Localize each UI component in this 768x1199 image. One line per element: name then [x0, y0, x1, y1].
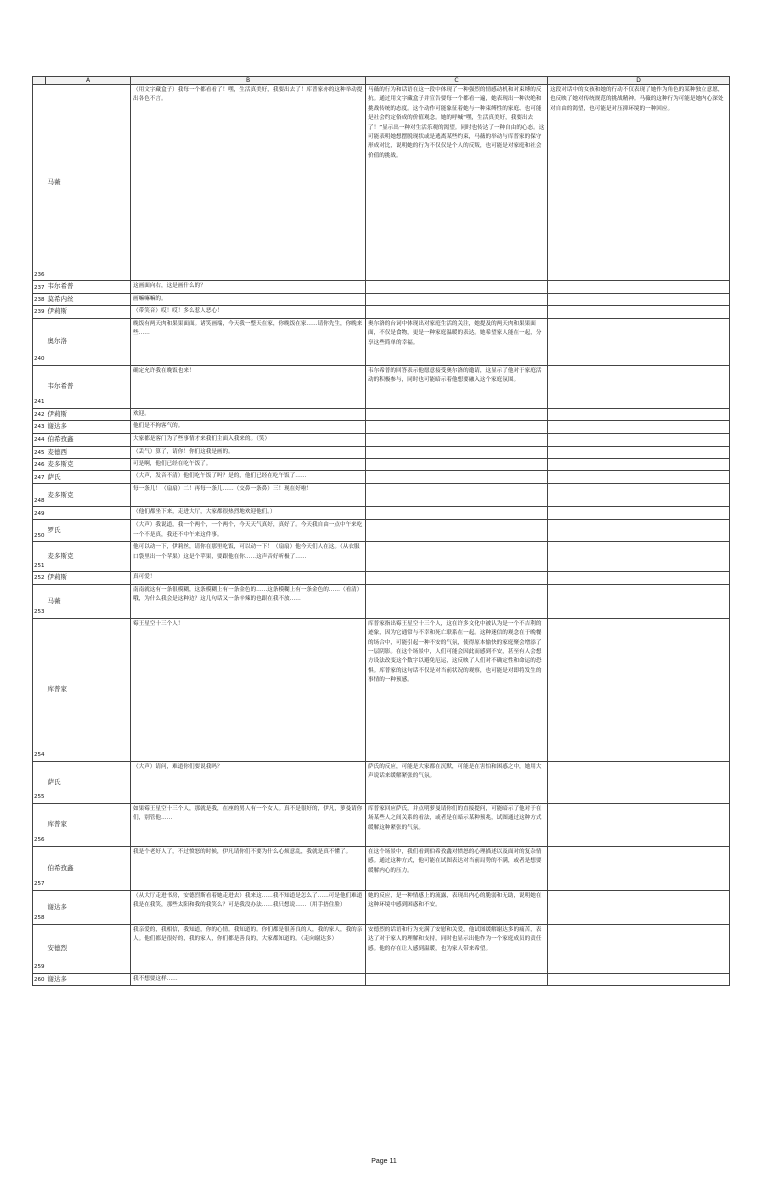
line-cell: （丢气）算了，请你！你们这我是画的。 [131, 446, 366, 458]
row-number: 237 [33, 281, 46, 294]
line-cell: 真可爱！ [131, 572, 366, 584]
line-cell: 画嘛嘛嘛的。 [131, 294, 366, 306]
row-number: 254 [33, 618, 46, 761]
notes-cell [548, 484, 730, 507]
table-row [33, 85, 730, 281]
speaker-cell: 伯希孜鑫 [46, 846, 131, 890]
row-number: 255 [33, 761, 46, 803]
analysis-cell [366, 471, 548, 484]
notes-cell [548, 281, 730, 294]
analysis-cell [366, 584, 548, 618]
table-row [33, 520, 730, 542]
analysis-cell: 马薇的行为和话语在这一段中体现了一种强烈的情感动机和对束缚的反抗。通过用文字藏盒子并宣告要每一个都看一遍，她表现出一种决绝和挑战传统的态度。这个动作可能象征着她与一种束缚性的家庭、也可能是社会约定俗成的价值观念。她的呼喊“嘿，生活真美好，我要出去了！”显示出一种对生活乐观的渴望。同时也传达了一种自由的心态。这可能表明她想摆脱现状或是逃离某些约束，马薇的举动与库普家的保守形成对比，说明她的行为不仅仅是个人的反叛，也可能是对家庭和社会价值的挑战。 [366, 85, 548, 281]
notes-cell [548, 365, 730, 408]
table-row [33, 281, 730, 294]
table-row [33, 484, 730, 507]
speaker-cell: 谢达多 [46, 890, 131, 924]
table-row [33, 446, 730, 458]
table-row [33, 421, 730, 433]
notes-cell [548, 924, 730, 973]
notes-cell [548, 318, 730, 365]
line-cell: （大声，发音不清）他们吃午饭了吗？是的，他们已经在吃午饭了…… [131, 471, 366, 484]
notes-cell [548, 408, 730, 420]
row-number: 253 [33, 584, 46, 618]
row-number: 236 [33, 85, 46, 281]
notes-cell [548, 973, 730, 985]
speaker-cell: 伊莉斯 [46, 572, 131, 584]
analysis-cell [366, 446, 548, 458]
row-number: 240 [33, 318, 46, 365]
line-cell: 如果霉王星空十三个人，那就是我，在座的男人有一个女人。真不是很好的，伊凡，萝曼请你们，别管他…… [131, 803, 366, 846]
speaker-cell: 韦尔希普 [46, 281, 131, 294]
line-cell: 南南就这有一条很模糊，这条模糊上有一条金色的……这条模糊上有一条金色的……（看清）哦，为什么我会是这种边？这几句话又一条辛辣的也跟在我不放…… [131, 584, 366, 618]
row-number: 242 [33, 408, 46, 420]
table-row [33, 572, 730, 584]
table-row [33, 803, 730, 846]
analysis-cell [366, 408, 548, 420]
notes-cell [548, 803, 730, 846]
line-cell: 他们是不拘客气的。 [131, 421, 366, 433]
notes-cell [548, 306, 730, 318]
speaker-cell: 麦德西 [46, 446, 131, 458]
notes-cell [548, 890, 730, 924]
speaker-cell: 谢达多 [46, 973, 131, 985]
notes-cell [548, 294, 730, 306]
row-number: 256 [33, 803, 46, 846]
row-number: 239 [33, 306, 46, 318]
line-cell: 大家都是客门为了些事情才来我们主面入我来的。（笑） [131, 433, 366, 446]
table-row [33, 924, 730, 973]
speaker-cell [46, 507, 131, 520]
table-row [33, 318, 730, 365]
analysis-cell [366, 421, 548, 433]
analysis-cell: 库普家指出霉王星空十三个人，这在许多文化中被认为是一个不吉利的迹象，因为它通常与不幸和死亡联系在一起。这种迷信的观念在于晚餐的场合中，可能引起一种不安的气氛，使得原本愉快的家庭聚会增添了一层阴影。在这个场景中，人们可能会因此而感到不安，甚至有人会想方设法改变这个数字以避免厄运，这反映了人们对不确定性和命运的恐惧。库普家的这句话不仅是对当前状况的观察，也可能是对即将发生的事情的一种预感。 [366, 618, 548, 761]
notes-cell [548, 846, 730, 890]
row-number: 246 [33, 459, 46, 471]
notes-cell: 这段对话中的女孩和她的行动不仅表现了她作为角色的某种独立意愿，也反映了她对传统规范的挑战精神。马薇的这种行为可能是她内心深处对自由的渴望，也可能是对压抑环境的一种回应。 [548, 85, 730, 281]
row-number: 258 [33, 890, 46, 924]
table-row [33, 306, 730, 318]
line-cell: 确定允许我在晚饭也来！ [131, 365, 366, 408]
line-cell: （他们都坐下来，走进大厅，大家都很热烈地欢迎他们。） [131, 507, 366, 520]
line-cell: （从大厅走进书房，安德烈斯看着她走进去）我来这……我不知道是怎么了……可是他们难道我是在我笑，那些太阳和我的我笑么？可是我没办法……我只想说……（用手捂住脸） [131, 890, 366, 924]
analysis-cell [366, 973, 548, 985]
speaker-cell: 罗氏 [46, 520, 131, 542]
data-table [32, 76, 730, 986]
row-number: 238 [33, 294, 46, 306]
analysis-cell [366, 542, 548, 572]
notes-cell [548, 446, 730, 458]
notes-cell [548, 572, 730, 584]
line-cell: 霉王星空十三个人！ [131, 618, 366, 761]
analysis-cell: 萨氏的反应，可能是大家都在沉默，可能是在害怕和困惑之中，她用大声说话来缓解紧张的气氛。 [366, 761, 548, 803]
row-number: 252 [33, 572, 46, 584]
speaker-cell: 莫希内丝 [46, 294, 131, 306]
line-cell: 每一条儿！（扇扇）二！再每一条儿……（交鼻一条鼻）三！现在好啦！ [131, 484, 366, 507]
line-cell: 我亲爱的，我相信，我知道，你的心情。我知道的。你们都是很善良的人，我的家人，我的亲人。他们都是很好的，我的家人，你们都是善良的，大家都知道的。（走向谢达多） [131, 924, 366, 973]
column-header-a: A [46, 77, 131, 85]
analysis-cell [366, 507, 548, 520]
analysis-cell [366, 459, 548, 471]
line-cell: 我不想要这样…… [131, 973, 366, 985]
row-number: 251 [33, 542, 46, 572]
line-cell: （大声）我说道，我一个两个，一个两个，今天天气真好，真好了。今天我自由一点中午来吃一个不是真，我还不中午来这件事。 [131, 520, 366, 542]
analysis-cell [366, 484, 548, 507]
analysis-cell: 奥尔洛的台词中体现出对家庭生活的关注，她提及的两天肉和果果面面，不仅是食物，更是一种家庭温暖的表达。她希望家人能在一起，分享这些简单的幸福。 [366, 318, 548, 365]
line-cell: 我是个老好人了，不过愤怒的时候，伊凡请你们不要为什么心烦意乱，我就是真不懂了。 [131, 846, 366, 890]
notes-cell [548, 520, 730, 542]
line-cell: 这画面向右，这是画什么的？ [131, 281, 366, 294]
line-cell: 欢迎。 [131, 408, 366, 420]
row-number: 247 [33, 471, 46, 484]
table-row [33, 471, 730, 484]
speaker-cell: 谢达多 [46, 421, 131, 433]
line-cell: 他可以动一下，伊莉丝，请你在那里吃饭，可以动一下！（扇扇）他今天们人在这。（从衣服口袋里出一个苹果）这是个苹果，要跟他在你……这声音好听极了…… [131, 542, 366, 572]
notes-cell [548, 421, 730, 433]
column-header-c: C [366, 77, 548, 85]
speaker-cell: 伊莉斯 [46, 408, 131, 420]
analysis-cell [366, 306, 548, 318]
table-row [33, 294, 730, 306]
row-number: 248 [33, 484, 46, 507]
speaker-cell: 奥尔洛 [46, 318, 131, 365]
table-row [33, 584, 730, 618]
speaker-cell: 伯希孜鑫 [46, 433, 131, 446]
notes-cell [548, 471, 730, 484]
speaker-cell: 马薇 [46, 85, 131, 281]
table-row [33, 459, 730, 471]
analysis-cell: 库普家回应萨氏，并点明萝曼请你们的直接提问，可能暗示了他对于在场某些人之间关系的看法，或者是在暗示某种预兆，试图通过这种方式缓解这种紧张的气氛。 [366, 803, 548, 846]
line-cell: 晚饭有两天肉和果果面面。诸笑画端，今天我一整天在家，你晚饭在家……请你先生，你晚来些…… [131, 318, 366, 365]
analysis-cell [366, 572, 548, 584]
speaker-cell: 麦多斯克 [46, 542, 131, 572]
analysis-cell: 安德烈的话语和行为充满了安慰和关爱，他试图缓解谢达多的痛苦，表达了对于家人的理解和支持，同时也显示出他作为一个家庭成员的责任感。他的存在让人感到温暖，也为家人带来希望。 [366, 924, 548, 973]
analysis-cell [366, 433, 548, 446]
row-number: 250 [33, 520, 46, 542]
speaker-cell: 韦尔希普 [46, 365, 131, 408]
table-row [33, 433, 730, 446]
notes-cell [548, 761, 730, 803]
analysis-cell: 韦尔希普的回答表示他愿意接受奥尔洛的邀请，这显示了他对于家庭活动的积极参与，同时也可能暗示着他想要融入这个家庭氛围。 [366, 365, 548, 408]
analysis-cell: 在这个场景中，我们看到伯希孜鑫对愤怒的心理描述以及面对的复杂情感。通过这种方式，他可能在试图表达对当前局势的不满，或者是想要缓解内心的压力。 [366, 846, 548, 890]
table-row [33, 890, 730, 924]
notes-cell [548, 618, 730, 761]
notes-cell [548, 542, 730, 572]
row-number: 260 [33, 973, 46, 985]
analysis-cell [366, 294, 548, 306]
speaker-cell: 麦多斯克 [46, 484, 131, 507]
page-number: Page 11 [371, 1158, 397, 1165]
column-header-b: B [131, 77, 366, 85]
speaker-cell: 安德烈 [46, 924, 131, 973]
row-number: 243 [33, 421, 46, 433]
row-number: 245 [33, 446, 46, 458]
table-row [33, 542, 730, 572]
speaker-cell: 麦多斯克 [46, 459, 131, 471]
row-number: 257 [33, 846, 46, 890]
notes-cell [548, 584, 730, 618]
corner-header [33, 77, 46, 85]
table-row [33, 973, 730, 985]
table-row [33, 408, 730, 420]
row-number: 249 [33, 507, 46, 520]
line-cell: （大声）请问，难道你们要说我吗？ [131, 761, 366, 803]
table-row [33, 846, 730, 890]
table-row [33, 761, 730, 803]
notes-cell [548, 433, 730, 446]
table-row [33, 365, 730, 408]
speaker-cell: 库普家 [46, 618, 131, 761]
table-row [33, 618, 730, 761]
analysis-cell [366, 281, 548, 294]
analysis-cell [366, 520, 548, 542]
table-row [33, 507, 730, 520]
row-number: 259 [33, 924, 46, 973]
column-header-d: D [548, 77, 730, 85]
speaker-cell: 萨氏 [46, 471, 131, 484]
row-number: 241 [33, 365, 46, 408]
column-header-row [33, 77, 730, 85]
speaker-cell: 萨氏 [46, 761, 131, 803]
spreadsheet [32, 76, 729, 986]
analysis-cell: 她的反应，是一种情感上的流露，表现出内心的脆弱和无助，说明她在这种环境中感到困惑和不安。 [366, 890, 548, 924]
row-number: 244 [33, 433, 46, 446]
line-cell: （用文字藏盒子）我每一个都看看了！嘿，生活真美好，我要出去了！库普家亦的这种举动提出各色不言。 [131, 85, 366, 281]
speaker-cell: 马薇 [46, 584, 131, 618]
notes-cell [548, 507, 730, 520]
notes-cell [548, 459, 730, 471]
line-cell: （带笑音）哎！哎！多么惹人恶心！ [131, 306, 366, 318]
line-cell: 可是啊，他们已经在吃午饭了。 [131, 459, 366, 471]
speaker-cell: 伊莉斯 [46, 306, 131, 318]
speaker-cell: 库普家 [46, 803, 131, 846]
